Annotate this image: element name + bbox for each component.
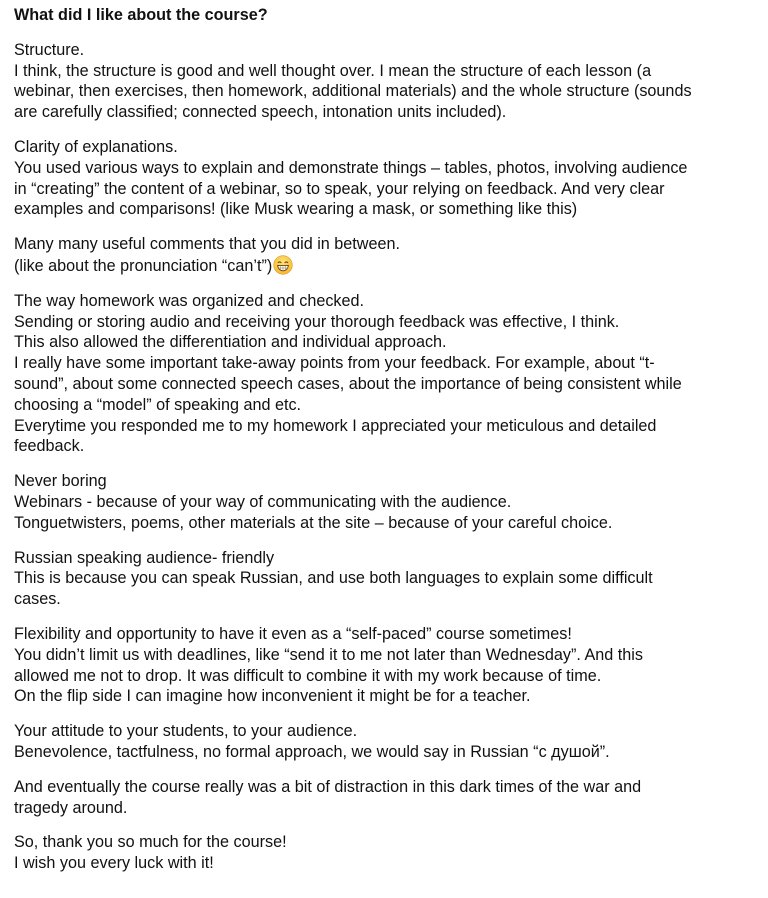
grinning-face-emoji-icon — [273, 255, 293, 275]
paragraph-line: So, thank you so much for the course! — [14, 833, 287, 852]
paragraph-line: The way homework was organized and checked. — [14, 291, 365, 310]
document-title: What did I like about the course? — [14, 6, 268, 24]
paragraph-structure — [14, 40, 756, 123]
paragraph-line-with-emoji — [14, 255, 756, 277]
paragraph-line: And eventually the course really was a bit of distraction in this dark times of the war and — [14, 777, 642, 796]
paragraph-line: are carefully classified; connected speech, intonation units included). — [14, 103, 507, 122]
paragraph-line: This is because you can speak Russian, and use both languages to explain some difficult — [14, 569, 653, 588]
paragraph-line: cases. — [14, 590, 61, 609]
paragraph-attitude — [14, 721, 756, 763]
paragraph-line: in “creating” the content of a webinar, so to speak, your relying on feedback. And very clear — [14, 179, 665, 198]
paragraph-line: sound”, about some connected speech cases, about the importance of being consistent while — [14, 374, 682, 393]
paragraph-line: Clarity of explanations. — [14, 137, 178, 156]
paragraph-line: webinar, then exercises, then homework, additional materials) and the whole structure (sounds — [14, 82, 692, 101]
paragraph-line: Flexibility and opportunity to have it even as a “self-paced” course sometimes! — [14, 624, 572, 643]
paragraph-line: This also allowed the differentiation and individual approach. — [14, 333, 447, 352]
paragraph-russian-friendly — [14, 548, 756, 610]
paragraph-line: You didn’t limit us with deadlines, like “send it to me not later than Wednesday”. And this — [14, 645, 643, 664]
paragraph-line: I wish you every luck with it! — [14, 854, 214, 873]
paragraph-line: Benevolence, tactfulness, no formal approach, we would say in Russian “с душой”. — [14, 742, 610, 761]
paragraph-clarity — [14, 137, 756, 220]
paragraph-flexibility — [14, 624, 756, 707]
paragraph-line: You used various ways to explain and demonstrate things – tables, photos, involving audience — [14, 158, 688, 177]
paragraph-line: tragedy around. — [14, 798, 128, 817]
paragraph-line: Many many useful comments that you did in between. — [14, 235, 401, 254]
paragraph-line: Russian speaking audience- friendly — [14, 548, 275, 567]
paragraph-line: On the flip side I can imagine how inconvenient it might be for a teacher. — [14, 687, 531, 706]
paragraph-homework — [14, 291, 756, 457]
paragraph-distraction — [14, 777, 756, 819]
paragraph-line: Webinars - because of your way of communicating with the audience. — [14, 492, 512, 511]
paragraph-line: examples and comparisons! (like Musk wearing a mask, or something like this) — [14, 200, 578, 219]
paragraph-line: I really have some important take-away points from your feedback. For example, about “t- — [14, 354, 655, 373]
paragraph-line: Never boring — [14, 472, 107, 491]
paragraph-thanks — [14, 832, 756, 874]
paragraph-line: Your attitude to your students, to your audience. — [14, 722, 358, 741]
paragraph-line: choosing a “model” of speaking and etc. — [14, 395, 302, 414]
paragraph-line: Tonguetwisters, poems, other materials at the site – because of your careful choice. — [14, 513, 613, 532]
paragraph-line: Structure. — [14, 40, 85, 59]
paragraph-line: Sending or storing audio and receiving your thorough feedback was effective, I think. — [14, 312, 620, 331]
paragraph-line: Everytime you responded me to my homework I appreciated your meticulous and detailed — [14, 416, 657, 435]
paragraph-line: allowed me not to drop. It was difficult to combine it with my work because of time. — [14, 666, 602, 685]
paragraph-line-text: (like about the pronunciation “can’t”) — [14, 256, 273, 275]
paragraph-comments — [14, 234, 756, 277]
paragraph-never-boring — [14, 471, 756, 533]
paragraph-line: I think, the structure is good and well thought over. I mean the structure of each lesson (a — [14, 61, 652, 80]
paragraph-line: feedback. — [14, 437, 85, 456]
